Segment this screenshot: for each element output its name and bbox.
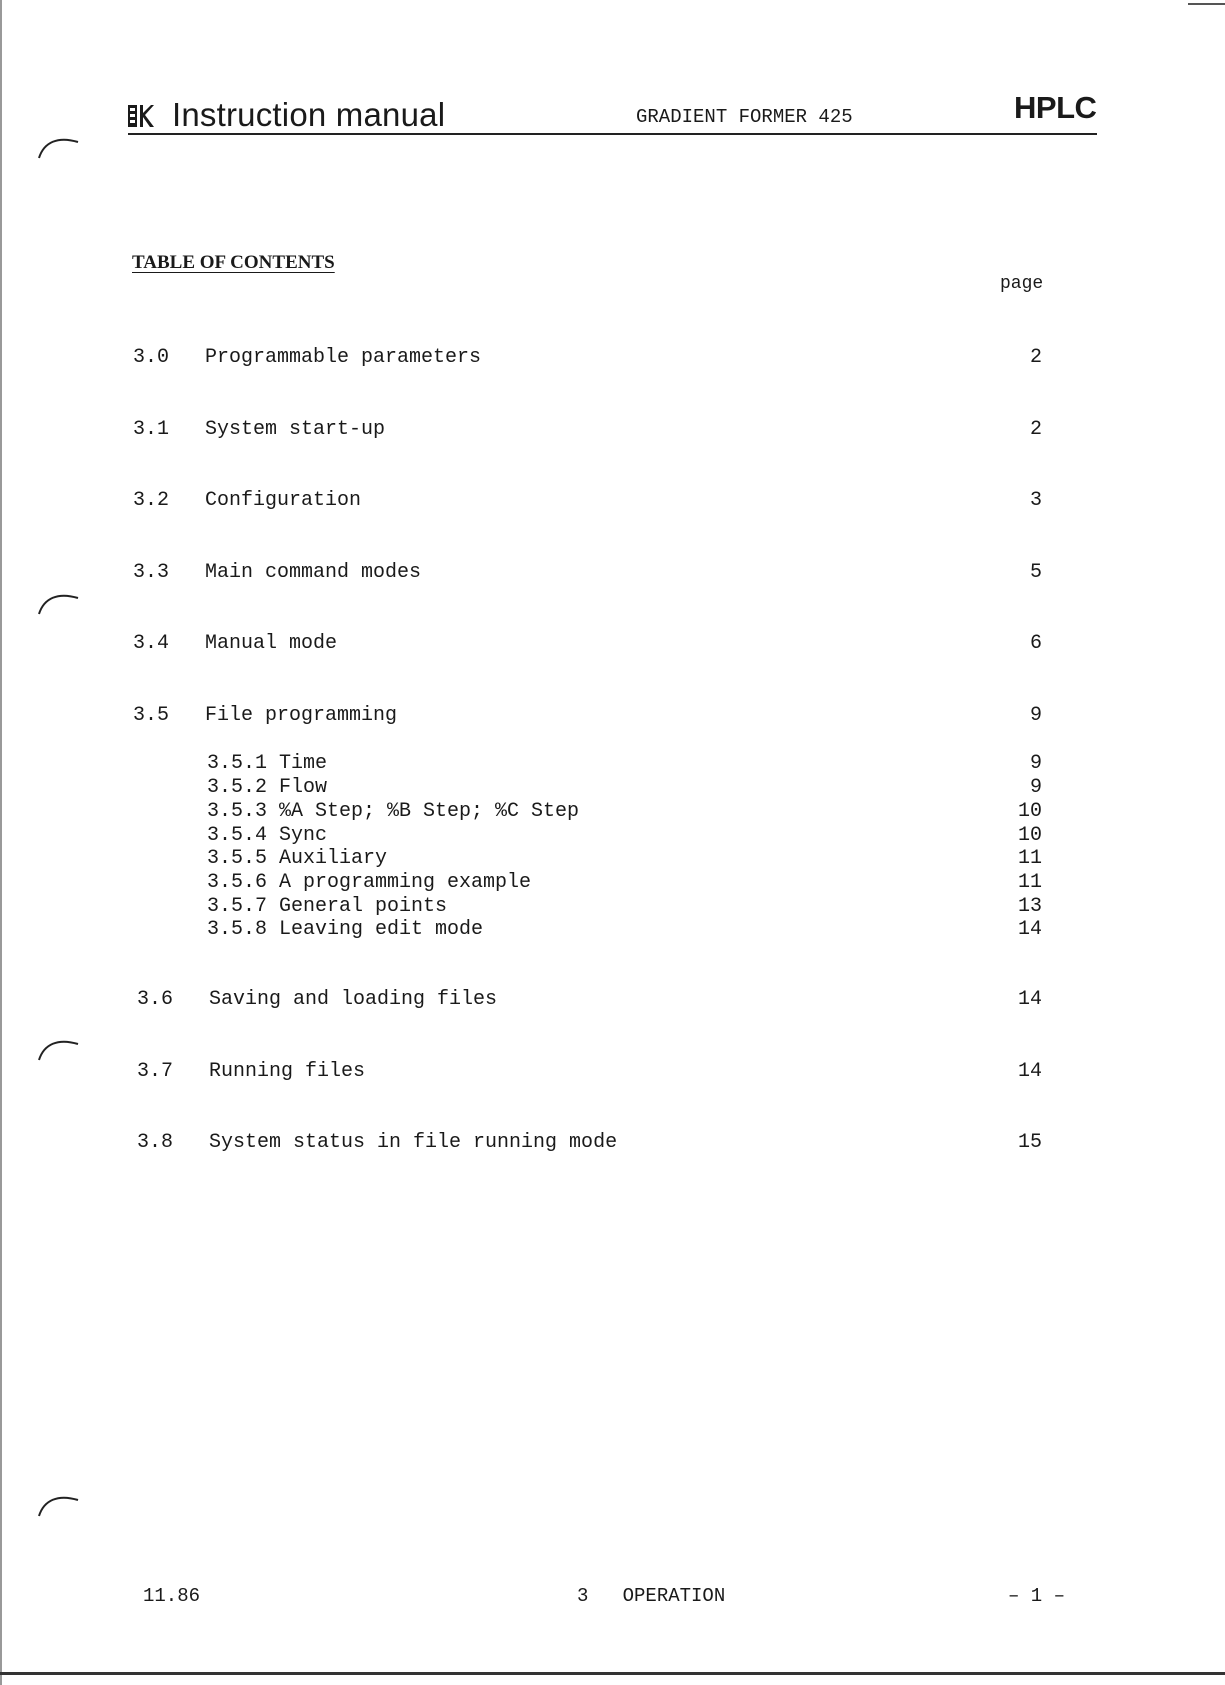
toc-entry-title: File programming [205, 704, 398, 727]
toc-entry-3-4 [0, 632, 1225, 658]
toc-entry-title: Main command modes [205, 561, 422, 584]
binder-mark-icon [36, 132, 86, 162]
toc-subentry [0, 800, 1225, 824]
toc-heading: TABLE OF CONTENTS [132, 252, 335, 273]
toc-entry-page: 3 [1029, 489, 1042, 512]
toc-entry-3-0 [0, 346, 1225, 372]
toc-entry-number: 3.8 [137, 1131, 174, 1154]
toc-entry-3-5 [0, 704, 1225, 730]
toc-subentry [0, 776, 1225, 800]
toc-entry-3-3 [0, 561, 1225, 587]
scan-edge-top [1188, 3, 1225, 5]
toc-entry-page: 2 [1029, 418, 1042, 441]
toc-entry-page: 15 [1017, 1131, 1042, 1154]
toc-entry-title: Configuration [205, 489, 362, 512]
toc-entry-page: 6 [1029, 632, 1042, 655]
toc-entry-3-7 [0, 1060, 1225, 1086]
footer-date: 11.86 [143, 1585, 201, 1607]
toc-entry-page: 14 [1017, 1060, 1042, 1083]
header-product: GRADIENT FORMER 425 [636, 106, 853, 128]
toc-entry-title: Programmable parameters [205, 346, 482, 369]
header-title: Instruction manual [172, 96, 446, 133]
header-rule [128, 133, 1097, 135]
toc-subentry-page: 9 [1029, 776, 1042, 799]
toc-subentry-title: 3.5.6 A programming example [207, 871, 532, 894]
toc-entry-page: 5 [1029, 561, 1042, 584]
toc-subentry-page: 10 [1017, 800, 1042, 823]
toc-entry-number: 3.5 [133, 704, 170, 727]
toc-subentry-title: 3.5.5 Auxiliary [207, 847, 388, 870]
binder-mark-icon [36, 1034, 86, 1064]
toc-entry-title: System status in file running mode [209, 1131, 618, 1154]
toc-entry-number: 3.6 [137, 988, 174, 1011]
toc-subentry [0, 918, 1225, 942]
toc-subentry-page: 9 [1029, 752, 1042, 775]
binder-mark-icon [36, 588, 86, 618]
toc-entry-number: 3.1 [133, 418, 170, 441]
toc-entry-3-6 [0, 988, 1225, 1014]
toc-subentry-page: 13 [1017, 895, 1042, 918]
toc-entry-number: 3.3 [133, 561, 170, 584]
footer-page-number: – 1 – [1008, 1585, 1066, 1607]
footer-section: 3 OPERATION [577, 1585, 726, 1607]
toc-entry-title: Saving and loading files [209, 988, 498, 1011]
toc-subentry-page: 14 [1017, 918, 1042, 941]
header-brand: HPLC [1014, 90, 1097, 125]
toc-subentry-page: 11 [1017, 847, 1042, 870]
toc-entry-3-2 [0, 489, 1225, 515]
toc-subentry [0, 847, 1225, 871]
toc-subentry-title: 3.5.1 Time [207, 752, 328, 775]
toc-subentry [0, 752, 1225, 776]
toc-entry-3-1 [0, 418, 1225, 444]
toc-subentry [0, 824, 1225, 848]
page-column-label: page [1000, 274, 1044, 294]
toc-entry-title: Manual mode [205, 632, 338, 655]
binder-mark-icon [36, 1490, 86, 1520]
scan-edge-bottom [0, 1672, 1225, 1675]
toc-subentry-title: 3.5.2 Flow [207, 776, 328, 799]
toc-entry-title: Running files [209, 1060, 366, 1083]
company-logo-icon [128, 103, 154, 129]
toc-entry-number: 3.2 [133, 489, 170, 512]
toc-subentry-title: 3.5.4 Sync [207, 824, 328, 847]
toc-entry-number: 3.4 [133, 632, 170, 655]
toc-entry-page: 14 [1017, 988, 1042, 1011]
toc-entry-title: System start-up [205, 418, 386, 441]
toc-subentry [0, 871, 1225, 895]
toc-subentry-page: 10 [1017, 824, 1042, 847]
toc-entry-3-8 [0, 1131, 1225, 1157]
toc-subentry-title: 3.5.3 %A Step; %B Step; %C Step [207, 800, 580, 823]
toc-entry-number: 3.7 [137, 1060, 174, 1083]
toc-subentry-title: 3.5.8 Leaving edit mode [207, 918, 484, 941]
toc-subentry-title: 3.5.7 General points [207, 895, 448, 918]
toc-entry-page: 9 [1029, 704, 1042, 727]
toc-entry-number: 3.0 [133, 346, 170, 369]
toc-subentry-page: 11 [1017, 871, 1042, 894]
toc-subentry [0, 895, 1225, 919]
toc-entry-page: 2 [1029, 346, 1042, 369]
